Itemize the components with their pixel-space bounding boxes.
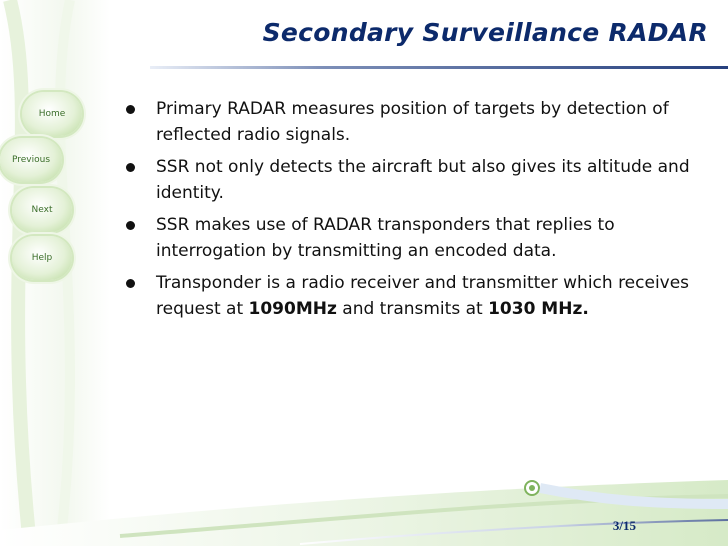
next-button[interactable]: Next xyxy=(12,188,72,232)
bullet-text-middle: and transmits at xyxy=(336,299,489,319)
bullet-text: SSR makes use of RADAR transponders that replies to interrogation by transmitting an encoded data. xyxy=(156,215,615,261)
bullet-icon xyxy=(126,163,135,172)
bullet-list xyxy=(122,96,717,328)
bullet-text: SSR not only detects the aircraft but also gives its altitude and identity. xyxy=(156,157,690,203)
bullet-text-start: Transponder is a radio receiver and transmitter which receives request at xyxy=(156,273,690,319)
footer-swirl xyxy=(0,470,728,546)
bullet-icon xyxy=(126,105,135,114)
bullet-icon xyxy=(126,221,135,230)
left-nav-strip xyxy=(0,0,110,546)
title-underline xyxy=(150,66,728,69)
frequency-transmit: 1030 MHz. xyxy=(488,299,589,319)
help-button[interactable]: Help xyxy=(12,236,72,280)
bullet-icon xyxy=(126,279,135,288)
page-number: 3/15 xyxy=(612,518,636,533)
previous-button[interactable]: Previous xyxy=(0,138,62,182)
bullet-text: Primary RADAR measures position of targets by detection of reflected radio signals. xyxy=(156,99,669,145)
footer-decoration xyxy=(0,470,728,546)
bullet-item xyxy=(122,212,717,264)
slide-title: Secondary Surveillance RADAR xyxy=(262,18,708,47)
home-button[interactable]: Home xyxy=(22,92,82,136)
frequency-receive: 1090MHz xyxy=(248,299,337,319)
bullet-item xyxy=(122,154,717,206)
bullet-item xyxy=(122,270,717,322)
bullet-item xyxy=(122,96,717,148)
